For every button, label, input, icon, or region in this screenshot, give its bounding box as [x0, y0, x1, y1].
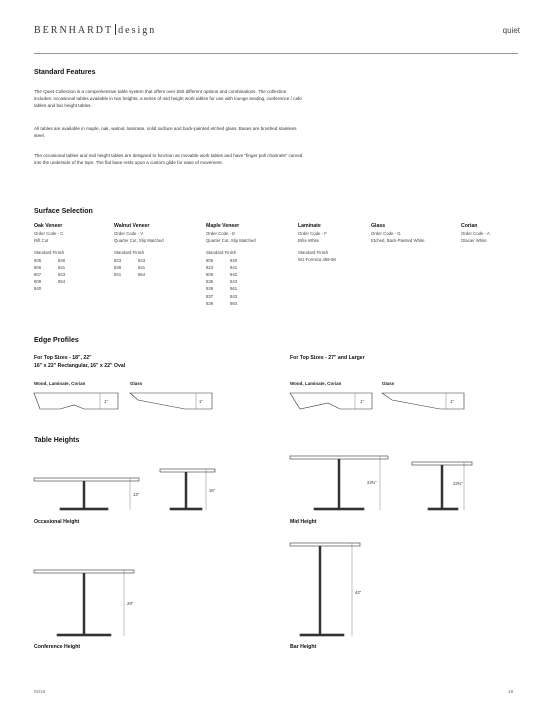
surface-order-code: Order Code - V: [114, 231, 144, 236]
finish-code: 839: [206, 300, 214, 306]
mid-caption: Mid Height: [290, 519, 317, 525]
finish-code: 843: [230, 293, 238, 299]
finish-code: 864: [58, 279, 66, 285]
features-paragraph-3: The occasional tables and mid height tables are designed to function as movable work tables and have "finger pull channels" carved into the underside of the tops. The flat base rests upon a custom glide for ease of movement.: [34, 153, 303, 165]
finish-code: 837: [206, 293, 214, 299]
finish-code: 841: [230, 264, 238, 270]
features-paragraph-2: All tables are available in maple, oak, walnut, laminate, solid surface and back-painted etched glass. Bases are brushed stainless steel.: [34, 126, 297, 138]
finish-code: 864: [230, 300, 238, 306]
mid-table-drawing: [290, 456, 472, 510]
conference-caption: Conference Height: [34, 644, 81, 650]
finish-code: 823: [206, 264, 214, 270]
finish-code: 843: [58, 271, 66, 277]
standard-features-heading: Standard Features: [34, 69, 96, 76]
bar-table-drawing: [290, 543, 360, 636]
surface-order-code: Order Code - A: [461, 231, 490, 236]
finish-code: 823: [114, 257, 122, 263]
conference-dim: 29": [127, 601, 134, 606]
surface-order-code: Order Code - G: [371, 231, 401, 236]
finish-code: W1 Formica 459-58: [298, 256, 336, 262]
footer-date: 02/16: [34, 689, 46, 694]
surface-order-code: Order Code - E: [206, 231, 236, 236]
document-title: quiet: [502, 26, 520, 35]
occasional-table-drawing: [34, 469, 215, 510]
finish-code: 807: [34, 271, 42, 277]
edge-left-title-1: For Top Sizes - 18", 22": [34, 355, 92, 361]
occasional-dim-b: 16": [209, 488, 216, 493]
surface-order-code: Order Code - F: [298, 231, 327, 236]
surface-name: Maple Veneer: [206, 223, 240, 229]
finish-code: 841: [138, 264, 146, 270]
occasional-caption: Occasional Height: [34, 519, 80, 525]
brand-suffix: design: [118, 25, 157, 36]
finish-code: 841: [114, 271, 122, 277]
finish-code: 840: [230, 257, 238, 263]
finish-code: 839: [114, 264, 122, 270]
edge-left-title-2: 16" x 22" Rectangular, 16" x 22" Oval: [34, 363, 126, 369]
edge-dim-1: 1": [104, 399, 108, 404]
surface-name: Laminate: [298, 223, 321, 229]
edge-right-label-wood: Wood, Laminate, Corian: [290, 381, 342, 386]
mid-dim-b: 23¾": [453, 481, 463, 486]
finish-code: 806: [34, 264, 42, 270]
surface-detail: Quarter Cut, Slip Matched: [114, 237, 164, 243]
finish-code: 843: [138, 257, 146, 263]
edge-right-label-glass: Glass: [382, 381, 395, 386]
brand-name: BERNHARDT: [34, 25, 114, 36]
bar-dim: 42": [355, 590, 362, 595]
edge-dim-2: 1": [199, 399, 203, 404]
surface-name: Oak Veneer: [34, 223, 63, 229]
surface-detail: Rift Cut: [34, 237, 49, 243]
mid-dim-a: 23¾": [367, 480, 377, 485]
edge-left-label-glass: Glass: [130, 381, 143, 386]
surface-name: Walnut Veneer: [114, 223, 150, 229]
finish-code: 805: [206, 257, 214, 263]
occasional-dim-a: 13": [133, 492, 140, 497]
surface-name: Glass: [371, 223, 386, 229]
surface-detail: Etched, Back-Painted White: [371, 237, 425, 243]
edge-profiles-heading: Edge Profiles: [34, 337, 79, 344]
conference-table-drawing: [34, 570, 134, 636]
surface-order-code: Order Code - C: [34, 231, 64, 236]
finish-code: 809: [34, 279, 42, 285]
finish-code: 835: [206, 279, 214, 285]
table-heights-heading: Table Heights: [34, 437, 80, 444]
finish-code: 843: [230, 279, 238, 285]
edge-right-title-1: For Top Sizes - 27" and Larger: [290, 355, 365, 361]
edge-dim-4: 1": [450, 399, 454, 404]
edge-dim-3: 1": [360, 399, 364, 404]
finish-code: 805: [34, 257, 42, 263]
surface-detail: Quarter Cut, Slip Matched: [206, 237, 256, 243]
surface-selection-heading: Surface Selection: [34, 208, 93, 215]
finish-code: 840: [34, 286, 42, 292]
features-paragraph-1: The Quiet Collection is a comprehensive table system that offers over 550 different options and combinations. The collection includes: occasional tables available in two heights, a series of mid height work tables for use with lounge seating, conference / cafe tables and bar height tables.: [34, 89, 302, 108]
bar-caption: Bar Height: [290, 644, 317, 650]
surface-detail: Brite White: [298, 237, 320, 243]
surface-finish-label: Standard Finish: [206, 250, 237, 255]
edge-left-label-wood: Wood, Laminate, Corian: [34, 381, 86, 386]
finish-code: 836: [206, 286, 214, 292]
finish-code: 840: [58, 257, 66, 263]
surface-finish-label: Standard Finish: [114, 250, 145, 255]
surface-finish-label: Standard Finish: [34, 250, 65, 255]
finish-code: 806: [206, 271, 214, 277]
surface-finish-label: Standard Finish: [298, 250, 329, 255]
finish-code: 841: [58, 264, 66, 270]
finish-code: 842: [230, 271, 238, 277]
surface-name: Corian: [461, 223, 478, 229]
page-number: 19: [508, 689, 514, 694]
finish-code: 861: [230, 286, 238, 292]
surface-detail: Glacier White: [461, 237, 487, 243]
finish-code: 864: [138, 271, 146, 277]
